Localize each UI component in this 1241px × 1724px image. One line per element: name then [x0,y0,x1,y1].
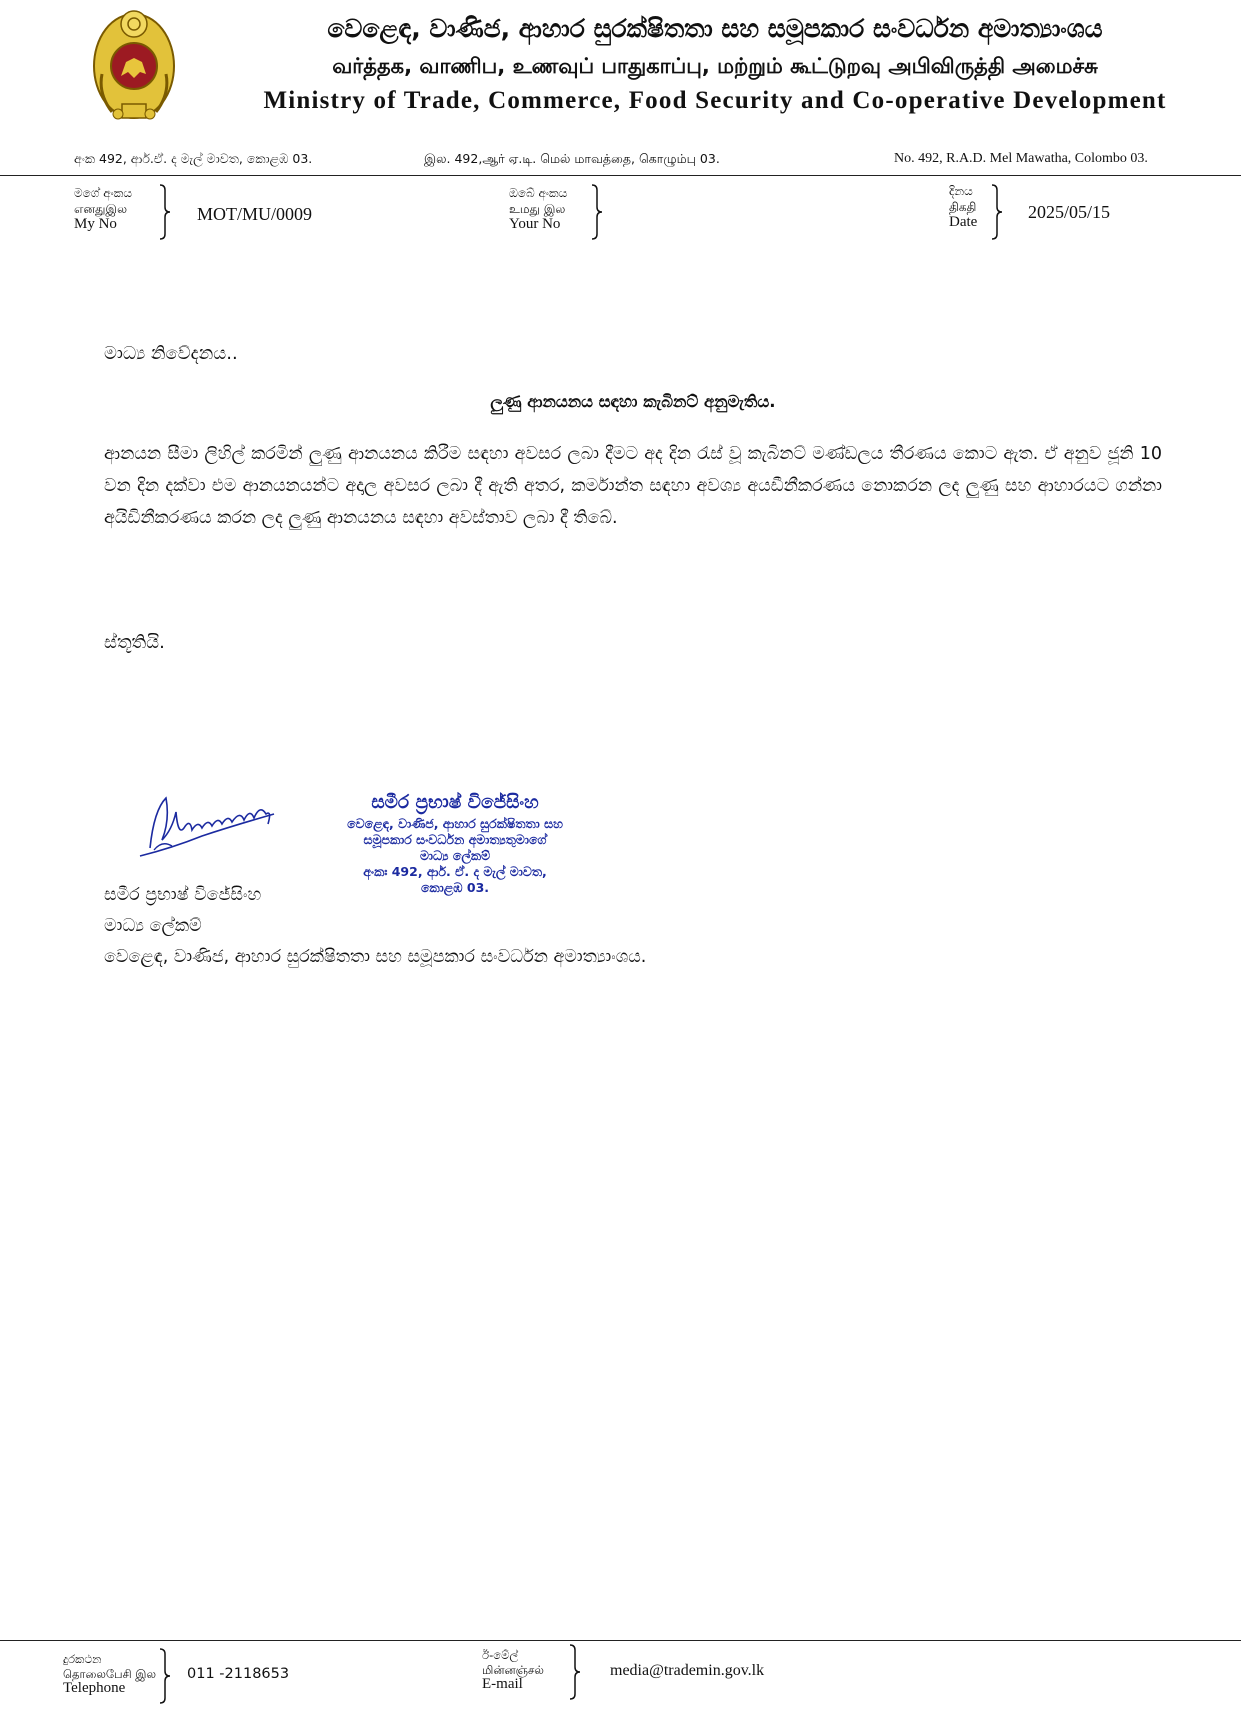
signatory-ministry: වෙළෙඳ, වාණිජ, ආහාර සුරක්ෂිතතා සහ සමූපකාර සංවර්ධන අමාත්‍යාංශය. [104,947,647,967]
sri-lanka-emblem [88,4,180,132]
header-divider [0,175,1241,176]
body-paragraph: ආනයන සීමා ලිහිල් කරමින් ලුණු ආනයනය කිරීම සඳහා අවසර ලබා දීමට අද දින රැස් වූ කැබිනට් මණ්ඩලය තීරණය කොට ඇත. ඒ අනුව ජූනි 10 වන දින දක්වා එම ආනයනයන්ට අදාල අවසර ලබා දී ඇති අතර, කර්මාන්ත සඳහා අවශ්‍ය අයඩීනීකරණය නොකරන ලද ලුණු සහ ආහාරයට ගන්නා අයිඩිනීකරණය කරන ලද ලුණු ආනයනය සඳහා අවස්තාව ලබා දී තිබේ. [104,444,1162,528]
footer-divider [0,1640,1241,1641]
signature-block [104,880,646,973]
handwritten-signature [132,790,282,868]
ministry-title-tamil: வர்த்தக, வாணிப, உணவுப் பாதுகாப்பு, மற்றும் கூட்டுறவு அபிவிருத்தி அமைச்சு [332,54,1098,78]
address-sinhala: අංක 492, ආර්.ඒ. ද මැල් මාවත, කොළඹ 03. [74,151,313,166]
signatory-name: සමීර ප්‍රභාෂ් විජේසිංහ [104,885,262,905]
telephone-label: දුරකථන தொலைபேசி இல Telephone [63,1652,156,1696]
my-no-label: මගේ අංකය எனதுஇல My No [74,186,133,232]
telephone-brace [158,1648,172,1704]
greeting: මාධ්‍ය නිවේදනය.. [104,343,238,364]
your-no-brace [590,184,604,240]
closing-thanks: ස්තූතියි. [104,632,165,653]
stamp-name: සමීර ප්‍රභාෂ් විජේසිංහ [371,792,539,813]
ministry-title-sinhala: වෙළෙඳ, වාණිජ, ආහාර සුරක්ෂිතතා සහ සමූපකාර සංවර්ධන අමාත්‍යාංශය [327,14,1103,43]
address-english: No. 492, R.A.D. Mel Mawatha, Colombo 03. [894,151,1148,166]
your-no-label: ඔබේ අංකය உமது இல Your No [509,186,568,232]
stamp-line-2: සමූපකාර සංවර්ධන අමාත්‍යතුමාගේ [363,832,547,847]
address-tamil: இல. 492,ஆர் ஏ.டி. மெல் மாவத்தை, கொழும்பு 03. [424,151,720,166]
date-value: 2025/05/15 [1028,202,1111,222]
date-label: දිනය திகதி Date [949,184,978,230]
ministry-title-english: Ministry of Trade, Commerce, Food Security and Co-operative Development [263,87,1167,114]
my-no-value: MOT/MU/0009 [197,204,313,224]
subject-heading: ලුණු ආනයනය සඳහා කැබිනට් අනුමැතිය. [490,392,776,411]
date-brace [990,184,1004,240]
email-label: ඊ-මේල් மின்னஞ்சல் E-mail [482,1648,544,1692]
stamp-line-1: වෙළෙඳ, වාණිජ, ආහාර සුරක්ෂිතතා සහ [347,816,563,831]
my-no-brace [158,184,172,240]
stamp-line-3: මාධ්‍ය ලේකම් [419,848,491,863]
email-brace [568,1644,582,1700]
stamp-line-5: කොළඹ 03. [420,880,490,895]
stamp-line-4: අංකඃ 492, ආර්. ඒ. ද මැල් මාවත, [363,864,547,879]
signatory-title: මාධ්‍ය ලේකම් [104,916,202,936]
telephone-value: 011 -2118653 [187,1666,290,1682]
email-link[interactable]: media@trademin.gov.lk [610,1662,765,1679]
